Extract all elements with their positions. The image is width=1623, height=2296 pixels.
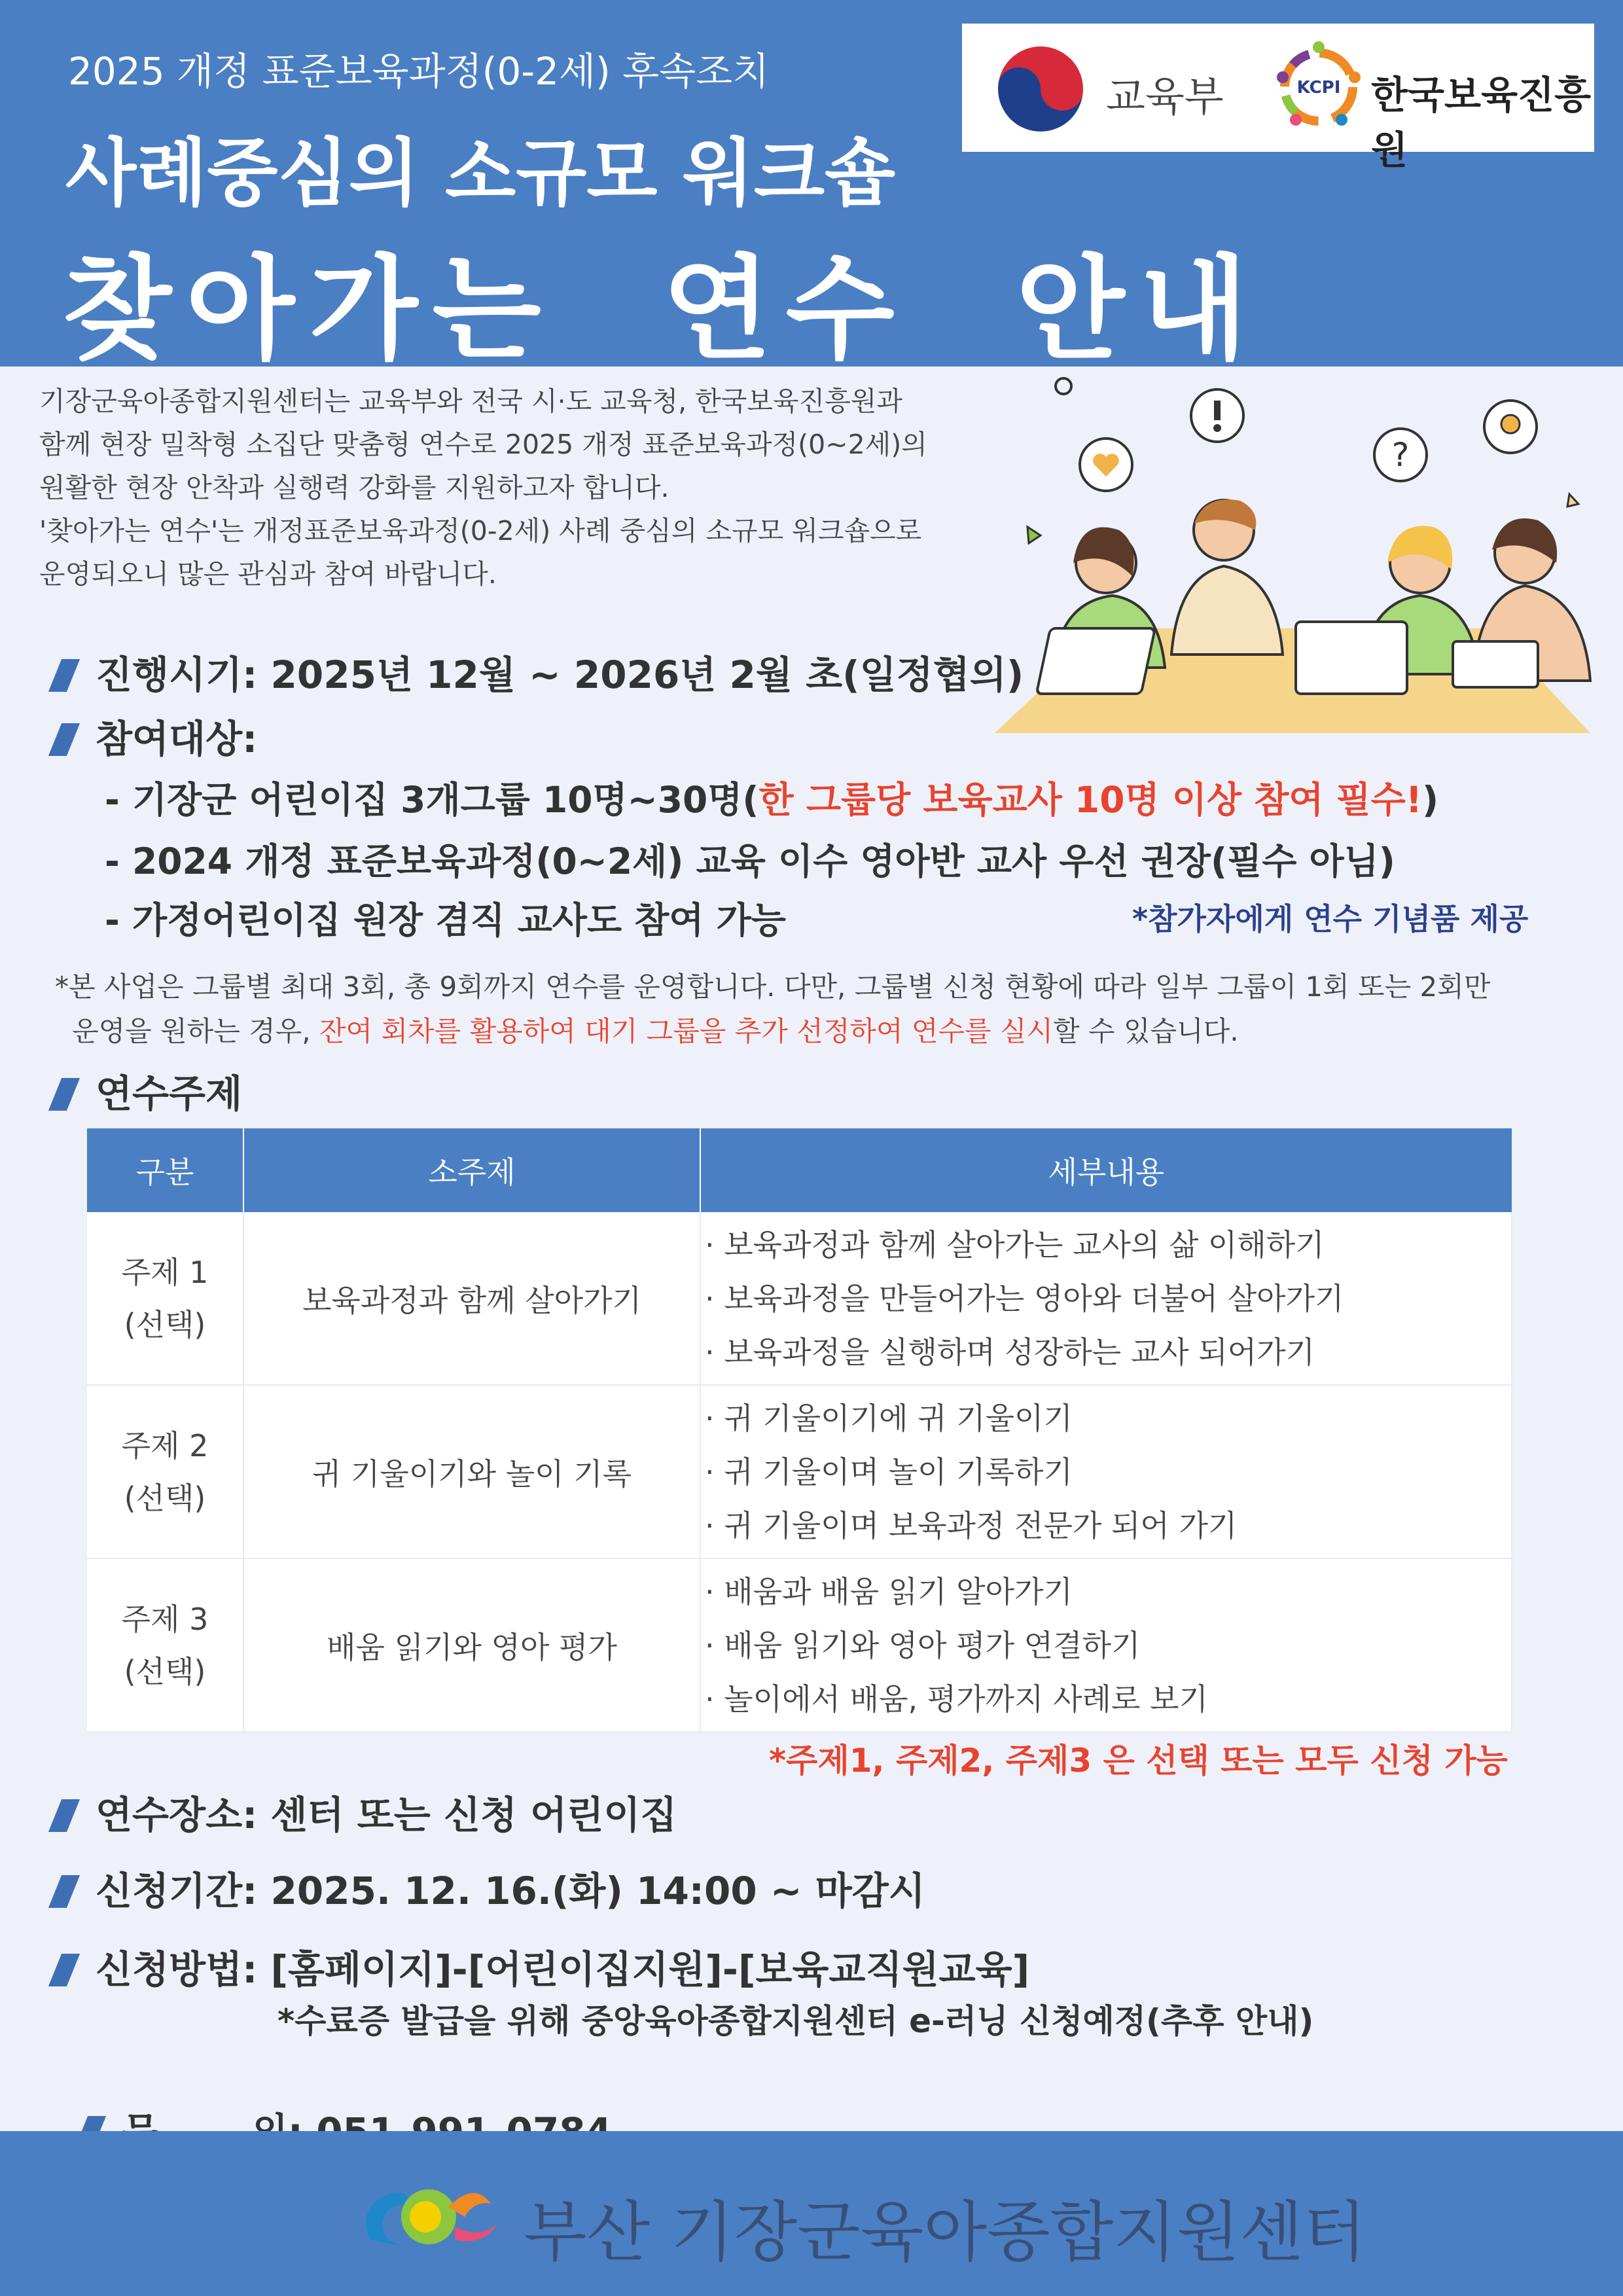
gift-note: *참가자에게 연수 기념품 제공 <box>1132 901 1529 937</box>
table-header-category: 구분 <box>87 1128 243 1212</box>
topic-detail-item: · 귀 기울이며 보육과정 전문가 되어 가기 <box>705 1507 1238 1543</box>
target-item-1-suffix: ) <box>1422 779 1439 821</box>
place-value: 센터 또는 신청 어린이집 <box>270 1793 677 1837</box>
apply-method-label: 신청방법: <box>96 1947 258 1992</box>
teachers-discussion-illustration <box>982 367 1597 746</box>
topic-details <box>700 1558 1512 1732</box>
table-header-details: 세부내용 <box>700 1128 1512 1212</box>
header-title: 사례중심의 소규모 워크숍 <box>65 131 896 216</box>
footer-org-name: 부산 기장군육아종합지원센터 <box>524 2194 1366 2270</box>
topic-detail-item: · 보육과정을 실행하며 성장하는 교사 되어가기 <box>705 1334 1315 1370</box>
target-label: 참여대상: <box>96 717 258 761</box>
topic-subject: 보육과정과 함께 살아가기 <box>243 1212 700 1385</box>
intro-line: 함께 현장 밀착형 소집단 맞춤형 연수로 2025 개정 표준보육과정(0~2세)의 <box>39 429 927 460</box>
period-line <box>55 644 1024 699</box>
period-label: 진행시기: <box>96 653 258 697</box>
table-row <box>87 1212 1512 1385</box>
target-item-1-highlight: 한 그룹당 보육교사 10명 이상 참여 필수! <box>758 779 1423 821</box>
section-marker-icon <box>48 1954 80 1986</box>
topic-detail-item: · 보육과정과 함께 살아가는 교사의 삶 이해하기 <box>705 1227 1325 1263</box>
topic-number-cell <box>87 1212 243 1385</box>
topic-subject: 귀 기울이기와 놀이 기록 <box>243 1385 700 1558</box>
topic-details <box>700 1212 1512 1385</box>
topics-heading <box>55 1063 242 1118</box>
notice-line-2-suffix: 할 수 있습니다. <box>1053 1015 1239 1047</box>
topic-detail-item: · 보육과정을 만들어가는 영아와 더불어 살아가기 <box>705 1280 1344 1316</box>
apply-period-value: 2025. 12. 16.(화) 14:00 ~ 마감시 <box>270 1869 925 1913</box>
section-marker-icon <box>48 1799 80 1832</box>
topics-label: 연수주제 <box>96 1071 243 1116</box>
kcpi-emblem-icon <box>1270 38 1368 136</box>
apply-period-label: 신청기간: <box>96 1869 258 1913</box>
target-item-1-prefix: - 기장군 어린이집 3개그룹 10명~30명( <box>105 779 759 821</box>
target-line <box>55 708 257 763</box>
intro-line: 기장군육아종합지원센터는 교육부와 전국 시·도 교육청, 한국보육진흥원과 <box>39 386 903 417</box>
svg-text:?: ? <box>1391 436 1410 474</box>
section-marker-icon <box>48 1875 80 1908</box>
table-row <box>87 1558 1512 1732</box>
topic-subject: 배움 읽기와 영아 평가 <box>243 1558 700 1732</box>
moe-emblem-icon <box>995 43 1086 135</box>
partner-logos <box>962 24 1594 172</box>
target-item-1 <box>105 771 1438 823</box>
apply-method-note: *수료증 발급을 위해 중앙육아종합지원센터 e-러닝 신청예정(추후 안내) <box>277 2002 1314 2040</box>
table-row <box>87 1385 1512 1558</box>
topic-number: 주제 1 <box>121 1254 209 1290</box>
topic-detail-item: · 놀이에서 배움, 평가까지 사례로 보기 <box>705 1681 1208 1717</box>
apply-method-value: [홈페이지]-[어린이집지원]-[보육교직원교육] <box>270 1947 1030 1992</box>
intro-line: '찾아가는 연수'는 개정표준보육과정(0-2세) 사례 중심의 소규모 워크숍으로 <box>39 515 922 547</box>
table-header-row <box>87 1128 1512 1212</box>
topic-select-label: (선택) <box>124 1306 206 1342</box>
place-label: 연수장소: <box>96 1793 258 1837</box>
page-title: 찾아가는 연수 안내 <box>63 243 1262 375</box>
topic-select-label: (선택) <box>124 1653 206 1689</box>
target-item-2: - 2024 개정 표준보육과정(0~2세) 교육 이수 영아반 교사 우선 권장(필수 아님) <box>105 840 1395 882</box>
center-logo-icon <box>350 2168 507 2259</box>
kcpi-logo-text: 한국보육진흥원 <box>1371 73 1592 172</box>
notice-line-1: *본 사업은 그룹별 최대 3회, 총 9회까지 연수를 운영합니다. 다만, 그룹별 신청 현황에 따라 일부 그룹이 1회 또는 2회만 <box>55 971 1491 1003</box>
topics-note: *주제1, 주제2, 주제3 은 선택 또는 모두 신청 가능 <box>769 1742 1508 1780</box>
notice-line-2-highlight: 잔여 회차를 활용하여 대기 그룹을 추가 선정하여 연수를 실시 <box>319 1015 1054 1047</box>
topic-details <box>700 1385 1512 1558</box>
topic-number-cell <box>87 1558 243 1732</box>
topic-detail-item: · 귀 기울이며 놀이 기록하기 <box>705 1454 1073 1490</box>
topic-number: 주제 2 <box>121 1427 209 1463</box>
topic-detail-item: · 배움 읽기와 영아 평가 연결하기 <box>705 1627 1141 1663</box>
period-value: 2025년 12월 ~ 2026년 2월 초(일정협의) <box>270 653 1024 697</box>
topic-number: 주제 3 <box>121 1601 209 1637</box>
topic-number-cell <box>87 1385 243 1558</box>
moe-logo-text: 교육부 <box>1106 73 1224 120</box>
apply-method-line <box>55 1939 1029 1994</box>
intro-paragraph <box>39 380 1008 596</box>
topic-detail-item: · 귀 기울이기에 귀 기울이기 <box>705 1400 1073 1436</box>
kcpi-badge-text: KCPI <box>1296 78 1341 98</box>
topics-table <box>87 1128 1512 1732</box>
target-item-3: - 가정어린이집 원장 겸직 교사도 참여 가능 <box>105 899 786 941</box>
table-header-subject: 소주제 <box>243 1128 700 1212</box>
footer-banner <box>0 2131 1623 2296</box>
topic-detail-item: · 배움과 배움 읽기 알아가기 <box>705 1573 1073 1609</box>
header-subtitle: 2025 개정 표준보육과정(0-2세) 후속조치 <box>68 49 770 94</box>
place-line <box>55 1784 677 1839</box>
operation-notice <box>55 965 1580 1054</box>
apply-period-line <box>55 1860 925 1915</box>
topic-select-label: (선택) <box>124 1480 206 1516</box>
section-marker-icon <box>48 723 80 756</box>
notice-line-2-prefix: 운영을 원하는 경우, <box>72 1015 319 1047</box>
section-marker-icon <box>48 1078 80 1111</box>
intro-line: 원활한 현장 안착과 실행력 강화를 지원하고자 합니다. <box>39 472 669 503</box>
section-marker-icon <box>48 659 80 692</box>
header-banner <box>0 0 1623 375</box>
notice-line-2 <box>55 1009 1580 1054</box>
intro-line: 운영되오니 많은 관심과 참여 바랍니다. <box>39 558 497 590</box>
